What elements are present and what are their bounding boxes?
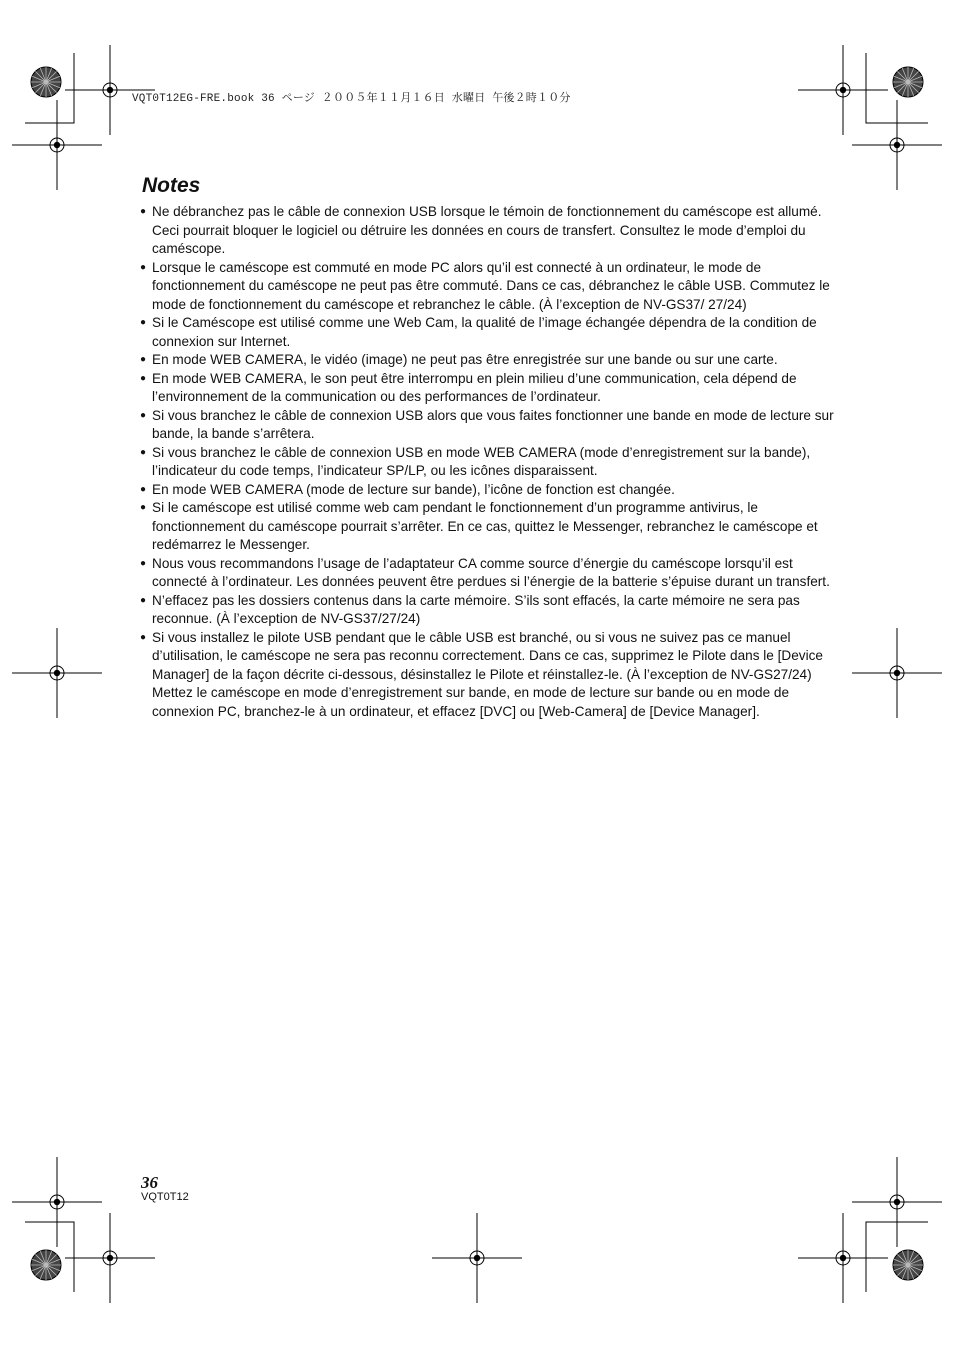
bullet-icon: ●: [140, 557, 147, 569]
star-target-bottom-right: [893, 1250, 923, 1280]
bullet-icon: ●: [140, 409, 147, 421]
note-item: [140, 444, 840, 481]
note-item: [140, 314, 840, 351]
note-item: [140, 592, 840, 629]
note-text: Si vous branchez le câble de connexion USB alors que vous faites fonctionner une bande en mode de lecture sur bande, la bande s’arrêtera.: [152, 407, 834, 441]
star-target-top-right: [893, 67, 923, 97]
note-text: Nous vous recommandons l’usage de l’adaptateur CA comme source d’énergie du caméscope lorsqu’il est connecté à l’ordinateur. Les données peuvent être perdues si l’énergie de la batterie s’épuise durant un transfert.: [152, 555, 830, 589]
registration-mark: [798, 45, 888, 135]
registration-mark: [12, 628, 102, 718]
registration-mark: [65, 1213, 155, 1303]
star-target-bottom-left: [31, 1250, 61, 1280]
bullet-icon: ●: [140, 372, 147, 384]
note-text: N’effacez pas les dossiers contenus dans la carte mémoire. S’ils sont effacés, la carte mémoire ne sera pas reconnue. (À l’exception de NV-GS37/27/24): [152, 592, 800, 626]
note-item: [140, 259, 840, 315]
note-continuation: Mettez le caméscope en mode d’enregistrement sur bande, en mode de lecture sur bande ou en mode de connexion PC, branchez-le à un ordinateur, et effacez [DVC] ou [Web-Camera] de [Device Manager].: [152, 685, 790, 719]
file-info-header: VQT0T12EG-FRE.book 36 ページ ２００５年１１月１６日 水曜日 午後２時１０分: [132, 93, 571, 105]
bullet-icon: ●: [140, 631, 147, 643]
registration-mark: [12, 1157, 102, 1247]
star-target-top-left: [31, 67, 61, 97]
bullet-icon: ●: [140, 206, 147, 217]
note-text: Lorsque le caméscope est commuté en mode PC alors qu’il est connecté à un ordinateur, le mode de fonctionnement du caméscope ne peut pas être commuté. Dans ce cas, débranchez le câble USB. Commutez le mode de fonctionnement du caméscope et rebranchez le câble. (À l’exception de NV-GS37/ 27/24): [152, 259, 830, 312]
bullet-icon: ●: [140, 354, 147, 365]
note-text: En mode WEB CAMERA (mode de lecture sur bande), l’icône de fonction est changée.: [152, 481, 675, 497]
note-text: En mode WEB CAMERA, le son peut être interrompu en plein milieu d’une communication, cela dépend de l’environnement de la communication ou des performances de l’ordinateur.: [152, 370, 797, 404]
note-item: [140, 555, 840, 592]
page-number: 36: [141, 1173, 158, 1192]
note-text: Ne débranchez pas le câble de connexion USB lorsque le témoin de fonctionnement du caméscope est allumé. Ceci pourrait bloquer le logiciel ou détruire les données en cours de transfert. Consultez le mode d’emploi du caméscope.: [152, 204, 822, 256]
bullet-icon: ●: [140, 594, 147, 606]
note-item: [140, 203, 840, 259]
note-item: [140, 629, 840, 722]
note-item: [140, 351, 840, 370]
notes-list: [140, 203, 840, 721]
registration-mark: [798, 1213, 888, 1303]
note-item: [140, 499, 840, 555]
note-text: Si le caméscope est utilisé comme web cam pendant le fonctionnement d’un programme antivirus, le fonctionnement du caméscope pourrait s’arrêter. En ce cas, quittez le Messenger, rebranchez le caméscope et redémarrez le Messenger.: [152, 500, 818, 552]
note-text: Si vous branchez le câble de connexion USB en mode WEB CAMERA (mode d’enregistrement sur la bande), l’indicateur du code temps, l’indicateur SP/LP, ou les icônes disparaissent.: [152, 444, 811, 478]
note-text: Si le Caméscope est utilisé comme une Web Cam, la qualité de l’image échangée dépendra de la condition de connexion sur Internet.: [152, 315, 817, 349]
bullet-icon: ●: [140, 446, 147, 458]
section-title: Notes: [142, 174, 201, 197]
bullet-icon: ●: [140, 483, 147, 495]
note-text: En mode WEB CAMERA, le vidéo (image) ne peut pas être enregistrée sur une bande ou sur une carte.: [152, 352, 778, 367]
registration-mark: [432, 1213, 522, 1303]
bullet-icon: ●: [140, 502, 147, 513]
registration-mark: [852, 628, 942, 718]
note-item: [140, 481, 840, 500]
document-code: VQT0T12: [141, 1191, 189, 1203]
note-item: [140, 407, 840, 444]
note-item: [140, 370, 840, 407]
registration-mark: [12, 100, 102, 190]
bullet-icon: ●: [140, 261, 147, 273]
bullet-icon: ●: [140, 317, 147, 328]
note-text: Si vous installez le pilote USB pendant que le câble USB est branché, ou si vous ne suivez pas ce manuel d’utilisation, le caméscope ne sera pas reconnu correctement. Dans ce cas, supprimez le Pilote dans le [Device Manager] de la façon décrite ci-dessous, désinstallez le Pilote et réinstallez-le. (À l’exception de NV-GS27/24): [152, 629, 823, 682]
